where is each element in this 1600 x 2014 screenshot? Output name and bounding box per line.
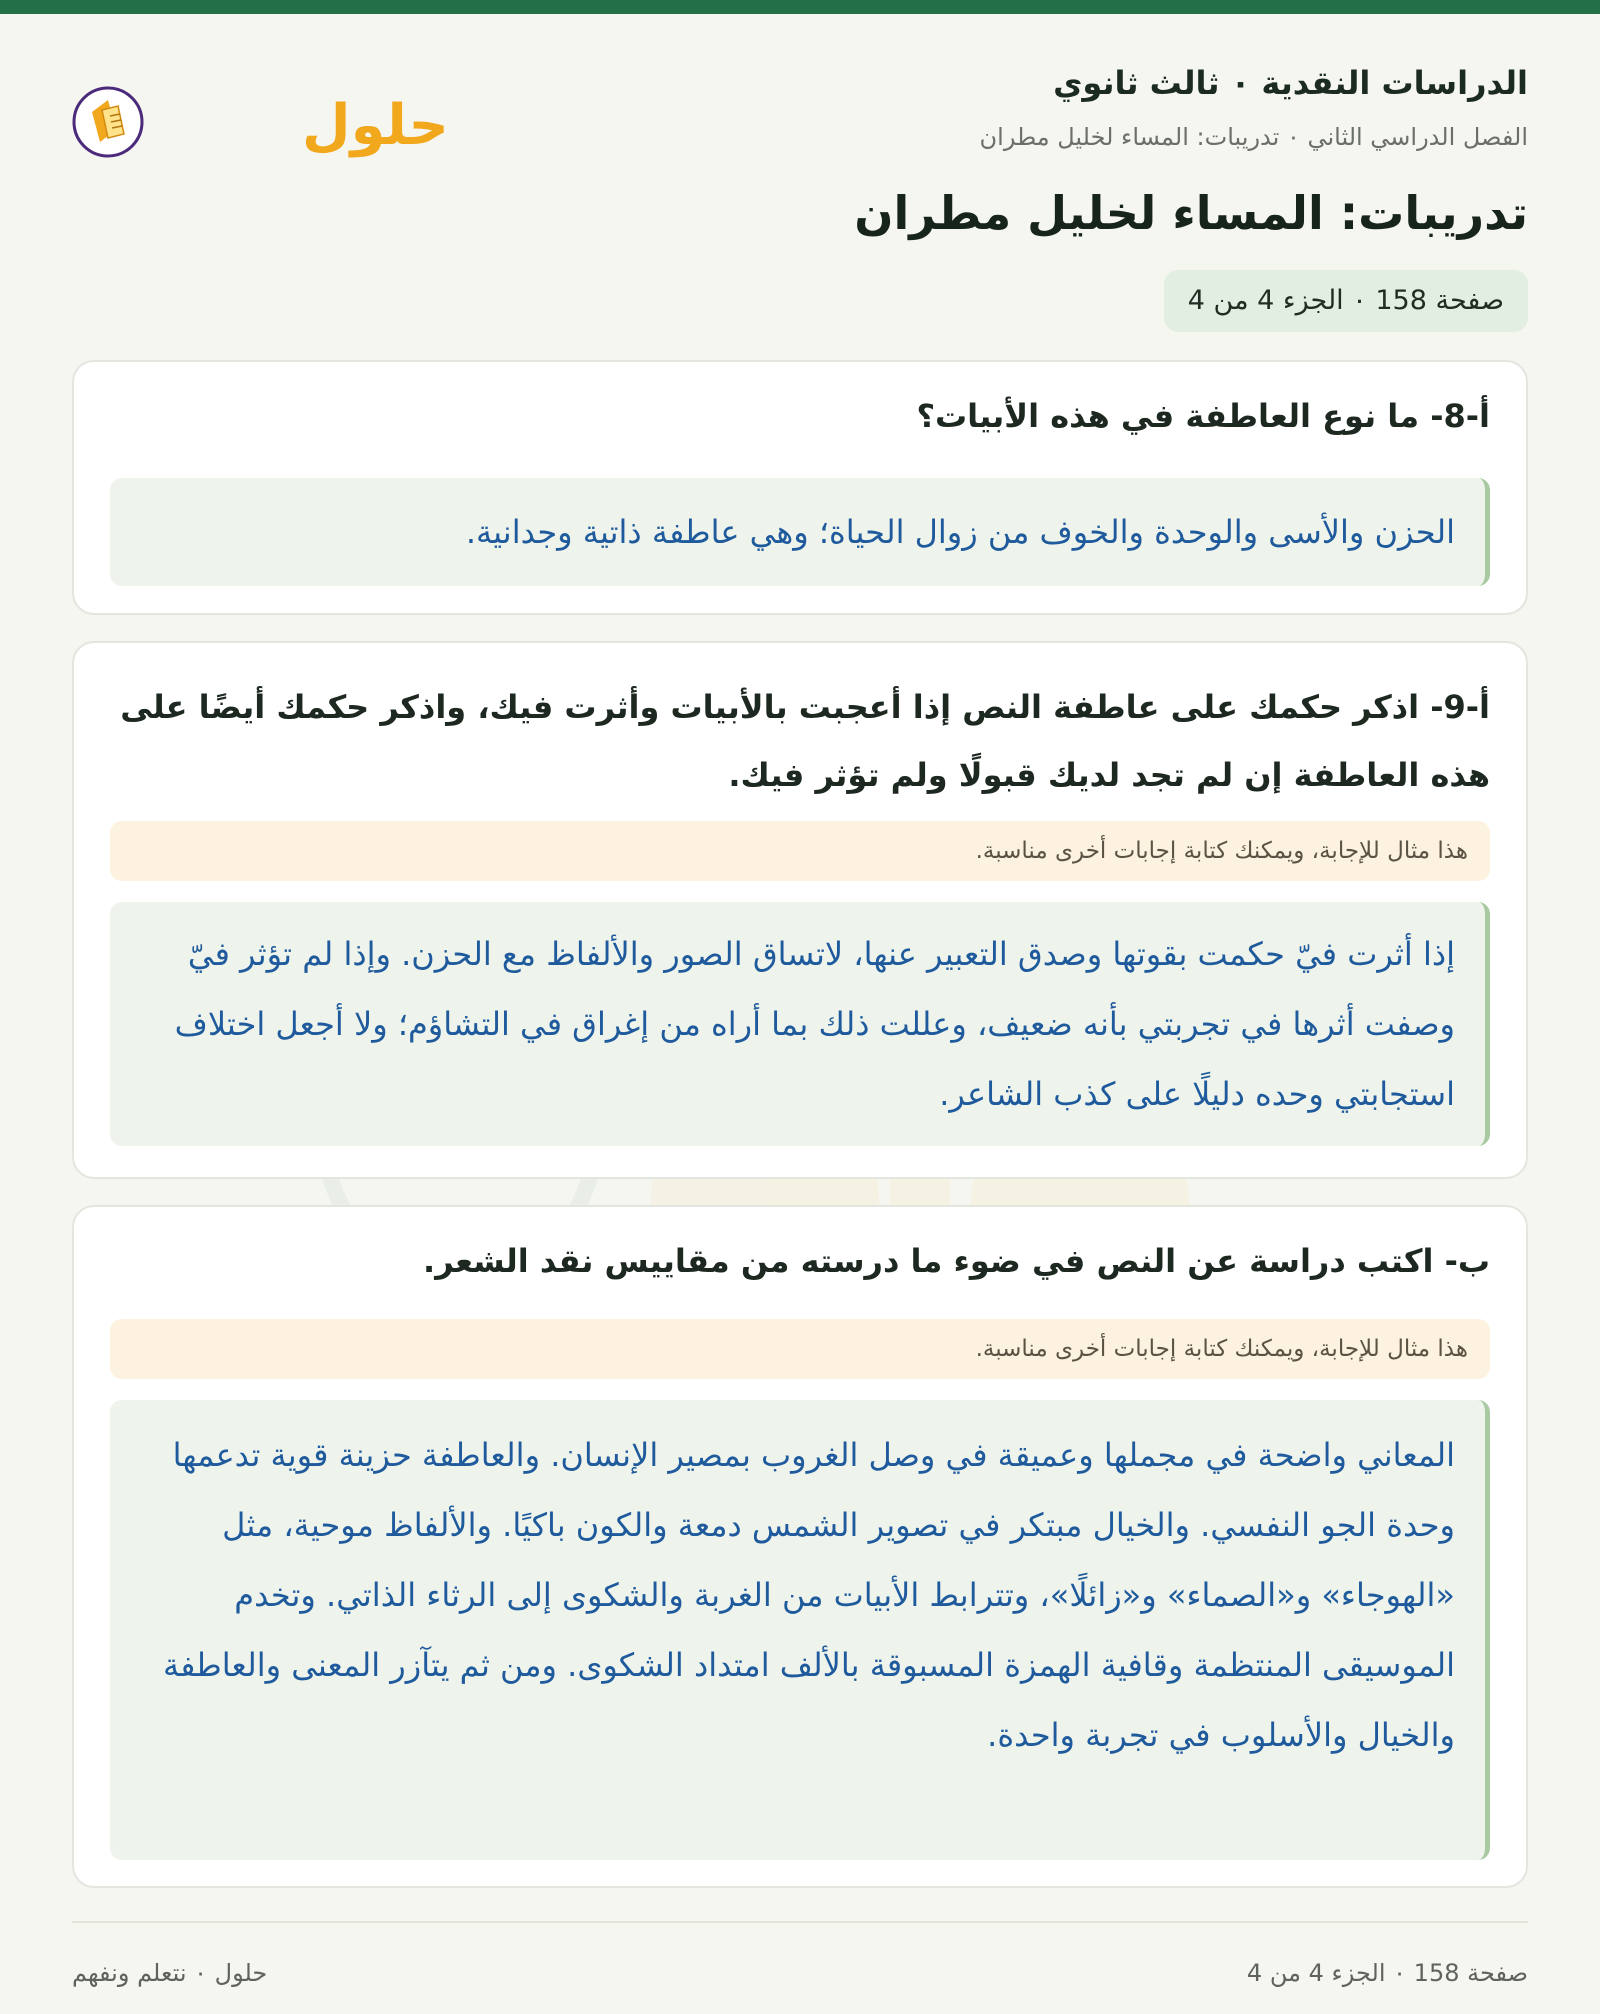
page-header — [72, 14, 1528, 344]
logo-text: حلول — [302, 93, 449, 158]
question-card-2 — [72, 641, 1528, 1179]
footer-page-info: صفحة 158 ٠ الجزء 4 من 4 — [1246, 1959, 1528, 1987]
course-title: الدراسات النقدية ٠ ثالث ثانوي — [1053, 64, 1528, 102]
page-badge: صفحة 158 ٠ الجزء 4 من 4 — [1164, 270, 1528, 332]
question-text: ب- اكتب دراسة عن النص في ضوء ما درسته من مقاييس نقد الشعر. — [423, 1242, 1490, 1280]
hulul-logo[interactable] — [72, 72, 449, 172]
page-title: تدريبات: المساء لخليل مطران — [854, 186, 1528, 240]
question-text: أ-9- اذكر حكمك على عاطفة النص إذا أعجبت بالأبيات وأثرت فيك، واذكر حكمك أيضًا على هذه العاطفة إن لم تجد لديك قبولًا ولم تؤثر فيك. — [120, 688, 1490, 794]
question-card-3 — [72, 1205, 1528, 1888]
example-note: هذا مثال للإجابة، ويمكنك كتابة إجابات أخرى مناسبة. — [110, 1319, 1490, 1379]
footer-brand: حلول ٠ نتعلم ونفهم — [72, 1959, 268, 1987]
top-accent-bar — [0, 0, 1600, 14]
answer-box: المعاني واضحة في مجملها وعميقة في وصل الغروب بمصير الإنسان. والعاطفة حزينة قوية تدعمها وحدة الجو النفسي. والخيال مبتكر في تصوير الشمس دمعة والكون باكيًا. والألفاظ موحية، مثل «الهوجاء» و«الصماء» و«زائلًا»، وتترابط الأبيات من الغربة والشكوى إلى الرثاء الذاتي. وتخدم الموسيقى المنتظمة وقافية الهمزة المسبوقة بالألف امتداد الشكوى. ومن ثم يتآزر المعنى والعاطفة والخيال والأسلوب في تجربة واحدة. — [110, 1400, 1490, 1860]
page-footer — [72, 1921, 1528, 1987]
question-text: أ-8- ما نوع العاطفة في هذه الأبيات؟ — [916, 397, 1490, 435]
breadcrumb: الفصل الدراسي الثاني ٠ تدريبات: المساء لخليل مطران — [979, 123, 1528, 151]
question-card-1 — [72, 360, 1528, 615]
example-note: هذا مثال للإجابة، ويمكنك كتابة إجابات أخرى مناسبة. — [110, 821, 1490, 881]
answer-box: إذا أثرت فيّ حكمت بقوتها وصدق التعبير عنها، لاتساق الصور والألفاظ مع الحزن. وإذا لم تؤثر فيّ وصفت أثرها في تجربتي بأنه ضعيف، وعللت ذلك بما أراه من إغراق في التشاؤم؛ ولا أجعل اختلاف استجابتي وحده دليلًا على كذب الشاعر. — [110, 902, 1490, 1146]
answer-box: الحزن والأسى والوحدة والخوف من زوال الحياة؛ وهي عاطفة ذاتية وجدانية. — [110, 478, 1490, 586]
